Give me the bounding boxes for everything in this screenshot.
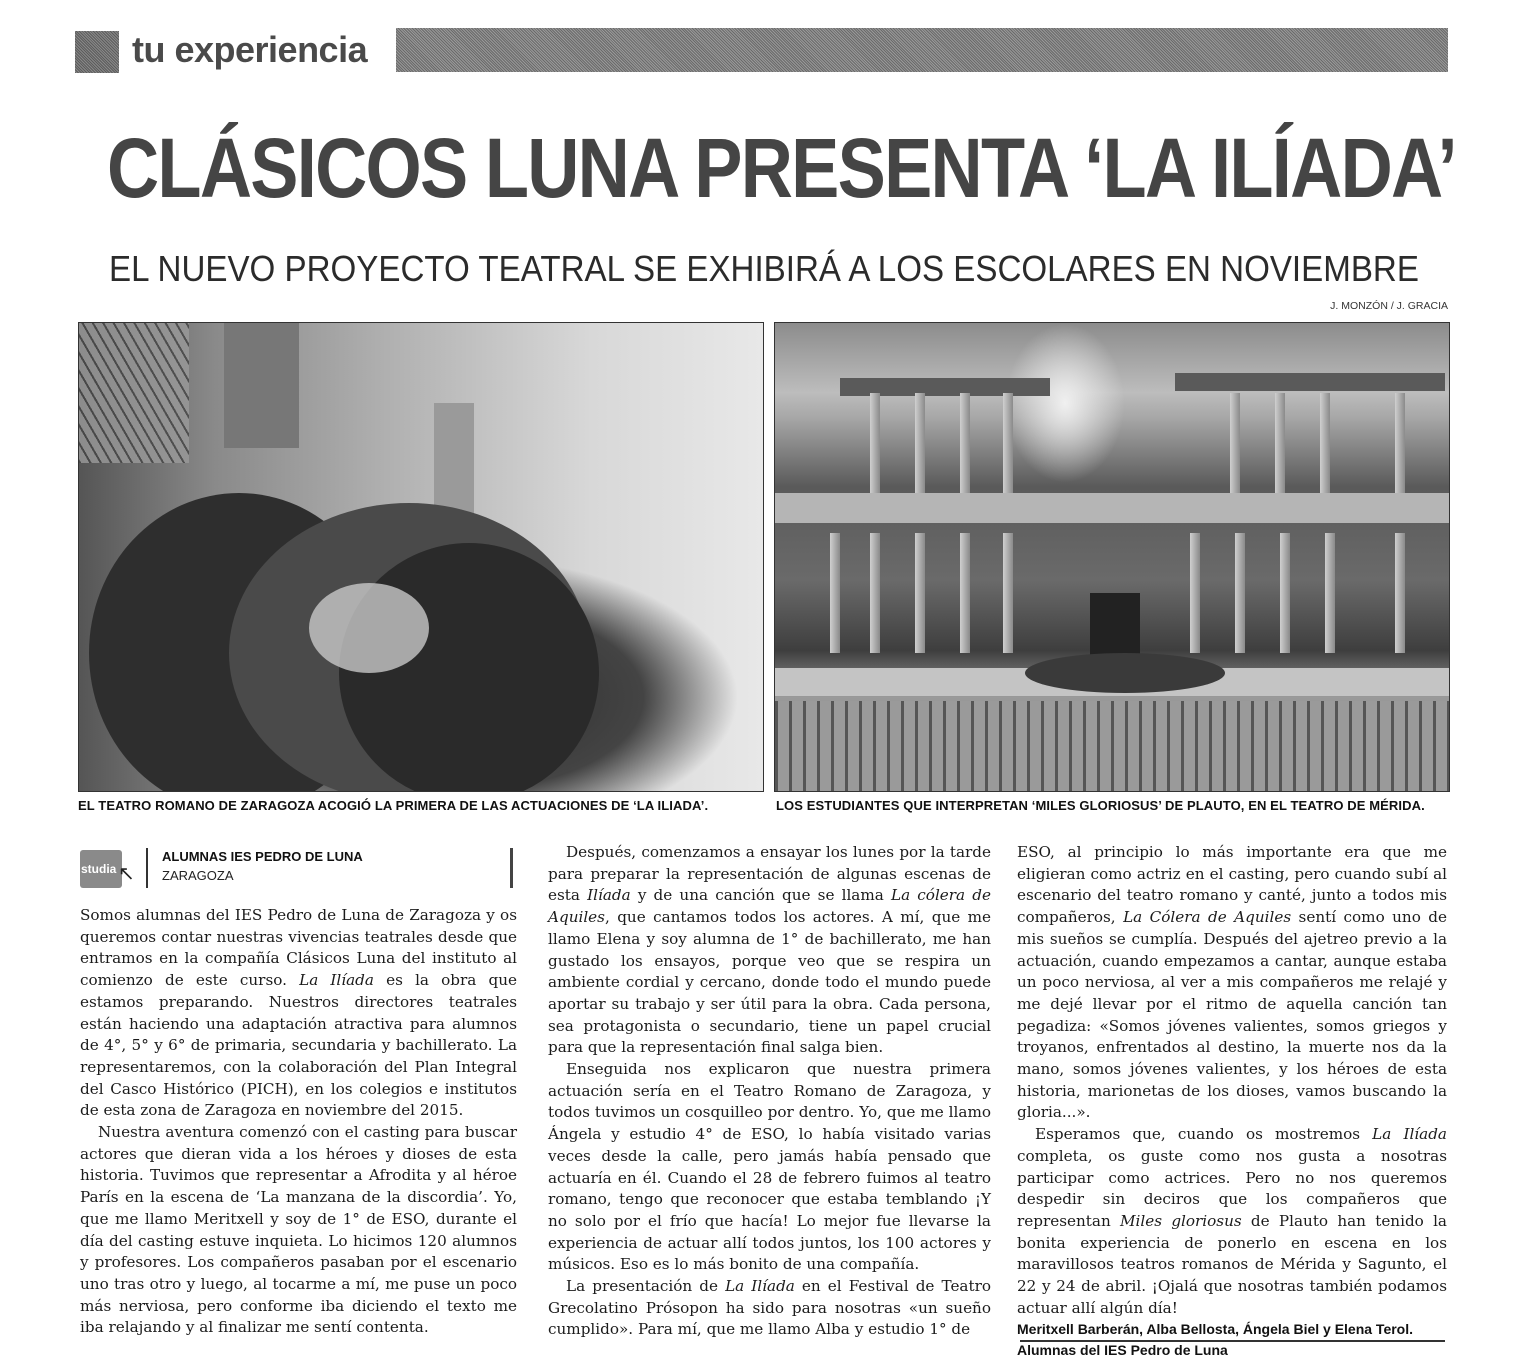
cloud [1005,323,1125,483]
column [1280,533,1290,653]
photo-merida-theatre [774,322,1450,792]
section-label: tu experiencia [132,29,368,70]
column [915,533,925,653]
column [1395,393,1405,493]
stage-front-ruins [775,701,1449,791]
article-signature: Meritxell Barberán, Alba Bellosta, Ángela Biel y Elena Terol. Alumnas del IES Pedro de Luna [1017,1321,1414,1359]
body-paragraph: Nuestra aventura comenzó con el casting para buscar actores que dieran vida a los héroes y dioses de esta historia. Tuvimos que representar a Afrodita y al héroe París en la escena de ‘La manzana de la discordia’. Yo, que me llamo Meritxell y soy de 1° de ESO, durante el día del casting estuve inquieta. Lo hicimos 120 alumnos y profesores. Los compañeros pasaban por el escenario uno tras otro y luego, al tocarme a mí, me puse un poco más nerviosa, pero conforme iba diciendo el texto me iba relajando y al finalizar me sentí contenta. [80,1123,517,1337]
column [1003,393,1013,493]
column [870,393,880,493]
wall-block [224,323,299,448]
studio-logo: studia [80,850,122,888]
column [1003,533,1013,653]
glass-structure [79,323,189,463]
column [1275,393,1285,493]
headline: CLÁSICOS LUNA PRESENTA ‘LA ILÍADA’ [106,121,1456,215]
body-paragraph: Enseguida nos explicaron que nuestra primera actuación sería en el Teatro Romano de Zaragoza, y todos tuvimos un cosquilleo por dentro. Yo, que me llamo Ángela y estudio 4° de ESO, lo había visitado varias veces desde la calle, pero jamás había pensado que actuaría en él. Cuando el 28 de febrero fuimos al teatro romano, tengo que reconocer que estaba temblando ¡Y no solo por el frío que hacía! Lo mejor fue llevarse la experiencia de actuar allí todos juntos, los 100 actores y músicos. Eso es lo más bonito de una compañía. [548,1060,991,1274]
column [1190,533,1200,653]
body-column-1 [80,905,517,1339]
photo-credit: J. MONZÓN / J. GRACIA [1330,300,1448,312]
column [960,393,970,493]
column [1395,533,1405,653]
upper-entablature-right [1175,373,1445,391]
column [1235,533,1245,653]
cursor-arrow-icon: ↖ [118,863,135,885]
column [830,533,840,653]
body-paragraph: Esperamos que, cuando os mostremos La Ilíada completa, os guste como nos gusta a nosotras participar como actrices. Pero no nos queremos despedir sin deciros que los compañeros que representan Miles gloriosus de Plauto han tenido la bonita experiencia de ponerlo en escena en los maravillosos teatros romanos de Mérida y Sagunto, el 22 y 24 de abril. ¡Ojalá que nosotras también podamos actuar allí algún día! [1017,1125,1447,1317]
column [1230,393,1240,493]
body-paragraph: Después, comenzamos a ensayar los lunes por la tarde para preparar la representación de algunas escenas de esta Ilíada y de una canción que se llama La cólera de Aquiles, que cantamos todos los actores. A mí, que me llamo Elena y soy alumna de 1° de bachillerato, me han gustado los ensayos, porque veo que se respira un ambiente cordial y cercano, donde todo el mundo puede aportar su trabajo y ser útil para la obra. Cada persona, sea protagonista o secundario, tiene un papel crucial para que la representación final salga bien. [548,843,991,1057]
body-paragraph: ESO, al principio lo más importante era que me eligieran como actriz en el casting, pero cuando subí al escenario del teatro romano y canté, junto a todos mis compañeros, La Cólera de Aquiles sentí como uno de mis sueños se cumplía. Después del ajetreo previo a la actuación, cuando empezamos a cantar, aunque estaba un poco nerviosa, al ver a mis compañeros me relajé y me dejé llevar por el ritmo de aquella canción tan pegadiza: «Somos jóvenes valientes, somos griegos y troyanos, enfrentados al destino, la muerte nos da la mano, somos jóvenes valientes, y los héroes de esta historia, marionetas de los dioses, vamos buscando la gloria...». [1017,843,1448,1122]
section-marker-square [75,31,119,73]
body-paragraph: La presentación de La Ilíada en el Festival de Teatro Grecolatino Prósopon ha sido para nosotras «un sueño cumplido». Para mí, que me llamo Alba y estudio 1° de [548,1277,991,1339]
author-city: ZARAGOZA [162,868,234,883]
subheadline: EL NUEVO PROYECTO TEATRAL SE EXHIBIRÁ A LOS ESCOLARES EN NOVIEMBRE [109,248,1419,289]
end-rule [1020,1340,1445,1342]
author-name: ALUMNAS IES PEDRO DE LUNA [162,849,363,864]
body-column-2 [548,842,991,1341]
author-box-divider-left [146,848,148,888]
performers-group [1025,653,1225,693]
column [1325,533,1335,653]
photo-zaragoza-group [78,322,764,792]
section-header-bar [396,28,1448,72]
body-column-3 [1017,842,1447,1361]
white-costumes [309,583,429,673]
photo-caption-right: LOS ESTUDIANTES QUE INTERPRETAN ‘MILES GLORIOSUS’ DE PLAUTO, EN EL TEATRO DE MÉRIDA. [776,798,1425,813]
photo-caption-left: EL TEATRO ROMANO DE ZARAGOZA ACOGIÓ LA PRIMERA DE LAS ACTUACIONES DE ‘LA ILIADA’. [78,798,709,813]
column [870,533,880,653]
body-paragraph: Somos alumnas del IES Pedro de Luna de Zaragoza y os queremos contar nuestras vivencias teatrales desde que entramos en la compañía Clásicos Luna del instituto al comienzo de este curso. La Ilíada es la obra que estamos preparando. Nuestros directores teatrales están haciendo una adaptación atractiva para alumnos de 4°, 5° y 6° de primaria, secundaria y bachillerato. La representaremos, con la colaboración del Plan Integral del Casco Histórico (PICH), en los colegios e institutos de esta zona de Zaragoza en noviembre del 2015. [80,906,517,1120]
author-box-divider-right [510,848,513,888]
middle-entablature [775,493,1449,523]
column [915,393,925,493]
column [1320,393,1330,493]
column [960,533,970,653]
